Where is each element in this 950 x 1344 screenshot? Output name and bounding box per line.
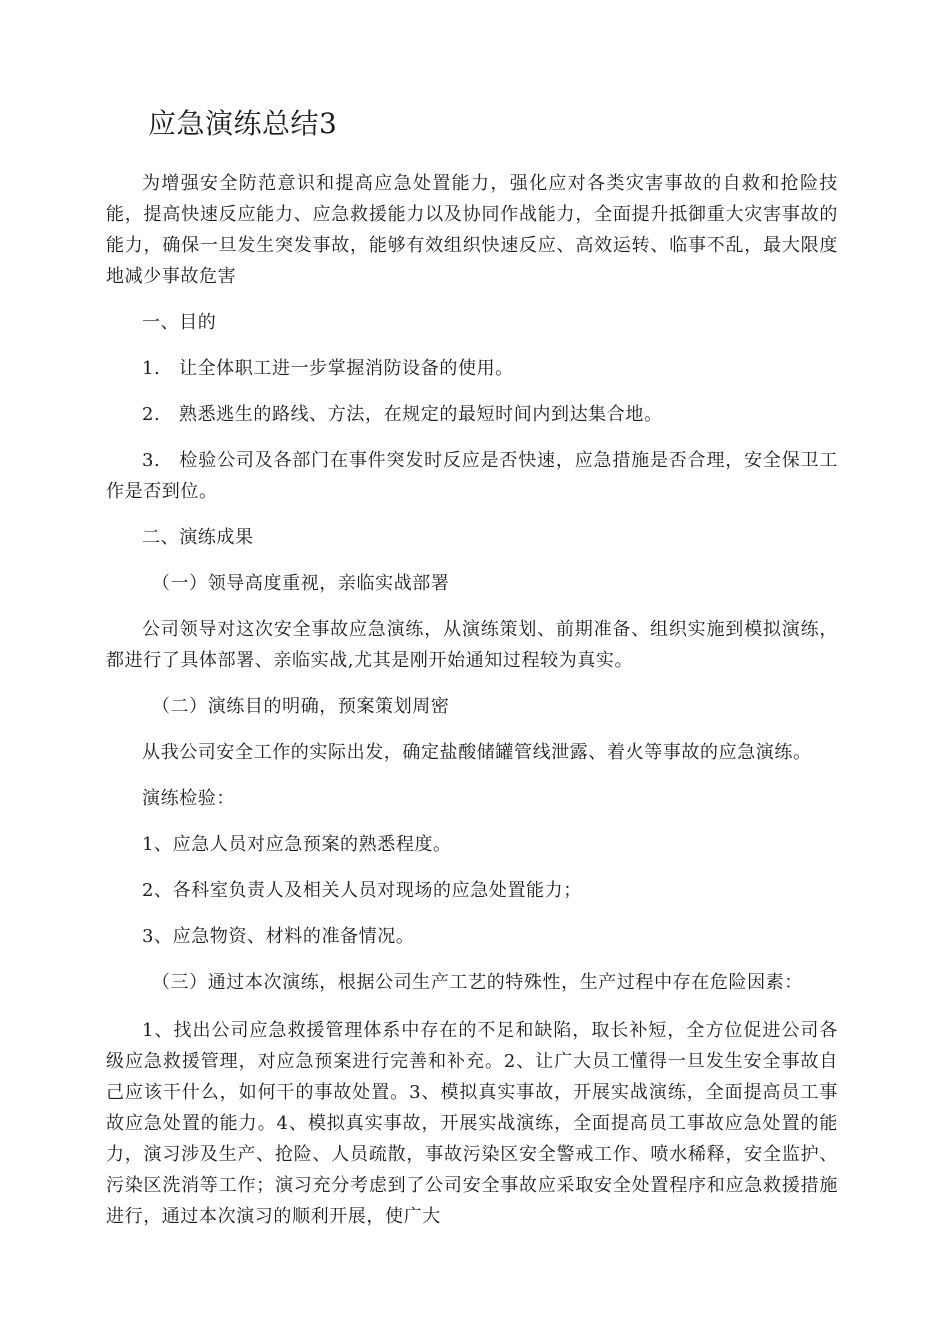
leadership-paragraph: 公司领导对这次安全事故应急演练，从演练策划、前期准备、组织实施到模拟演练，都进行了具体部署、亲临实战,尤其是刚开始通知过程较为真实。	[106, 619, 838, 671]
document-body	[106, 168, 838, 1247]
purpose-item-1: 1. 让全体职工进一步掌握消防设备的使用。	[142, 358, 514, 379]
intro-paragraph: 为增强安全防范意识和提高应急处置能力，强化应对各类灾害事故的自救和抢险技能，提高快速反应能力、应急救援能力以及协同作战能力，全面提升抵御重大灾害事故的能力，确保一旦发生突发事故，能够有效组织快速反应、高效运转、临事不乱，最大限度地减少事故危害	[106, 173, 838, 287]
findings-paragraph: 1、找出公司应急救援管理体系中存在的不足和缺陷，取长补短，全方位促进公司各级应急救援管理，对应急预案进行完善和补充。2、让广大员工懂得一旦发生安全事故自己应该干什么，如何干的事故处置。3、模拟真实事故，开展实战演练，全面提高员工事故应急处置的能力。4、模拟真实事故，开展实战演练，全面提高员工事故应急处置的能力，演习涉及生产、抢险、人员疏散，事故污染区安全警戒工作、喷水稀释，安全监护、污染区洗消等工作；演习充分考虑到了公司安全事故应采取安全处置程序和应急救援措施进行，通过本次演习的顺利开展，使广大	[106, 1020, 838, 1227]
purpose-item-3: 3. 检验公司及各部门在事件突发时反应是否快速，应急措施是否合理，安全保卫工作是否到位。	[106, 450, 838, 502]
check-item-3: 3、应急物资、材料的准备情况。	[142, 926, 415, 947]
purpose-item-2: 2. 熟悉逃生的路线、方法，在规定的最短时间内到达集合地。	[142, 404, 663, 425]
objectives-paragraph: 从我公司安全工作的实际出发，确定盐酸储罐管线泄露、着火等事故的应急演练。	[142, 742, 812, 763]
drill-check-label: 演练检验：	[142, 788, 235, 809]
subheading-objectives: （二）演练目的明确，预案策划周密	[151, 696, 450, 717]
subheading-risk-factors: （三）通过本次演练，根据公司生产工艺的特殊性，生产过程中存在危险因素：	[151, 972, 803, 993]
section-heading-results: 二、演练成果	[142, 527, 254, 548]
check-item-2: 2、各科室负责人及相关人员对现场的应急处置能力；	[142, 880, 582, 901]
subheading-leadership: （一）领导高度重视，亲临实战部署	[151, 573, 450, 594]
check-item-1: 1、应急人员对应急预案的熟悉程度。	[142, 834, 452, 855]
document-title: 应急演练总结3	[148, 107, 338, 140]
section-heading-purpose: 一、目的	[142, 312, 217, 333]
